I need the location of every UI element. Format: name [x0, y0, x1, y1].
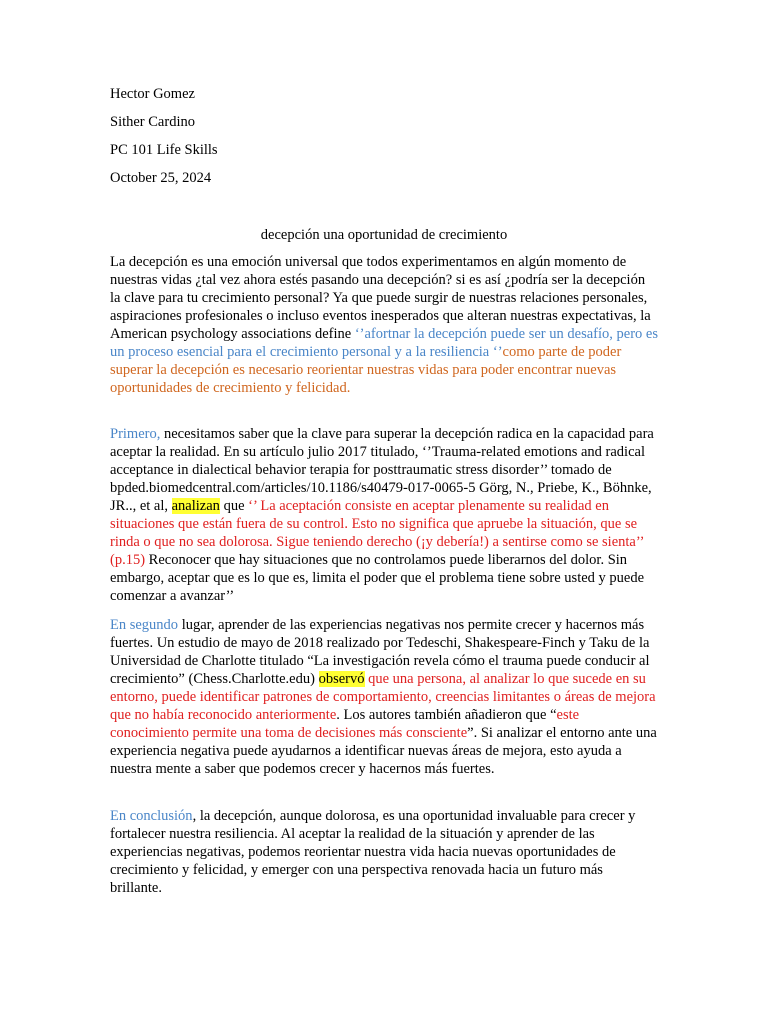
thesis-text: como parte de poder superar la decepción es necesario reorientar nuestras vidas para poder encontrar nuevas oportunidades de crecimiento y felicidad.: [110, 344, 622, 396]
transition-word: En segundo: [110, 617, 179, 633]
paragraph-conclusion: [110, 807, 658, 897]
transition-word: Primero,: [110, 426, 161, 442]
body-text: que: [219, 498, 249, 514]
document-date: October 25, 2024: [110, 170, 212, 186]
body-text: ”. Si analizar el entorno ante una experiencia negativa puede ayudarnos a identificar nuevas áreas de mejora, esto ayuda a nuestra mente a saber que podemos crecer y hacernos más fuertes.: [110, 725, 657, 777]
document-header: [110, 84, 218, 196]
body-text: . Los autores también añadieron que “: [336, 707, 557, 723]
paragraph-second: [110, 616, 658, 778]
paragraph-first: [110, 425, 658, 605]
body-text: Reconocer que hay situaciones que no controlamos puede liberarnos del dolor. Sin embargo, aceptar que es lo que es, limita el poder que el problema tiene sobre usted y puede comenzar a avanzar’’: [110, 552, 645, 604]
document-title: decepción una oportunidad de crecimiento: [260, 227, 508, 243]
quote-apa: ‘’afortnar la decepción puede ser un desafío, pero es un proceso esencial para el crecimiento personal y a la resiliencia ‘’: [110, 326, 658, 360]
instructor-name: Sither Cardino: [110, 114, 195, 130]
quote-authors: este conocimiento permite una toma de decisiones más consciente: [110, 707, 580, 741]
body-text: lugar, aprender de las experiencias negativas nos permite crecer y hacernos más fuertes. Un estudio de mayo de 2018 realizado por Tedeschi, Shakespeare-Finch y Taku de la Universidad de Charlotte titulado “La investigación revela cómo el trauma puede conducir al crecimiento” (Chess.Charlotte.edu): [110, 617, 650, 687]
body-text: , la decepción, aunque dolorosa, es una oportunidad invaluable para crecer y fortalecer nuestra resiliencia. Al aceptar la realidad de la situación y aprender de las experiencias negativas, podemos reorientar nuestra vida hacia nuevas oportunidades de crecimiento y felicidad, y emerger con una perspectiva renovada hacia un futuro más brillante.: [110, 808, 636, 896]
transition-word: En conclusión: [110, 808, 193, 824]
highlighted-verb: observó: [318, 671, 365, 687]
paragraph-intro: [110, 253, 658, 397]
highlighted-verb: analizan: [171, 498, 220, 514]
author-name: Hector Gomez: [110, 86, 195, 102]
course-name: PC 101 Life Skills: [110, 142, 218, 158]
quote-acceptance: ‘’ La aceptación consiste en aceptar plenamente su realidad en situaciones que están fuera de su control. Esto no significa que apruebe la situación, que se rinda o que no sea dolorosa. Sigue teniendo derecho (¡y debería!) a sentirse como se sienta’’ (p.15): [110, 498, 644, 568]
quote-study: que una persona, al analizar lo que sucede en su entorno, puede identificar patrones de comportamiento, creencias limitantes o áreas de mejora que no había reconocido anteriormente: [110, 671, 656, 723]
body-text: necesitamos saber que la clave para superar la decepción radica en la capacidad para aceptar la realidad. En su artículo julio 2017 titulado, ‘’Trauma-related emotions and radical acceptance in dialectical behavior terapia for posttraumatic stress disorder’’ tomado de bpded.biomedcentral.com/articles/10.1186/s40479-017-0065-5 Görg, N., Priebe, K., Böhnke, JR.., et al,: [110, 426, 654, 514]
body-text: La decepción es una emoción universal que todos experimentamos en algún momento de nuestras vidas ¿tal vez ahora estés pasando una decepción? si es así ¿podría ser la decepción la clave para tu crecimiento personal? Ya que puede surgir de nuestras relaciones personales, aspiraciones profesionales o incluso eventos inesperados que alteran nuestras expectativas, la American psychology associations define: [110, 254, 651, 342]
